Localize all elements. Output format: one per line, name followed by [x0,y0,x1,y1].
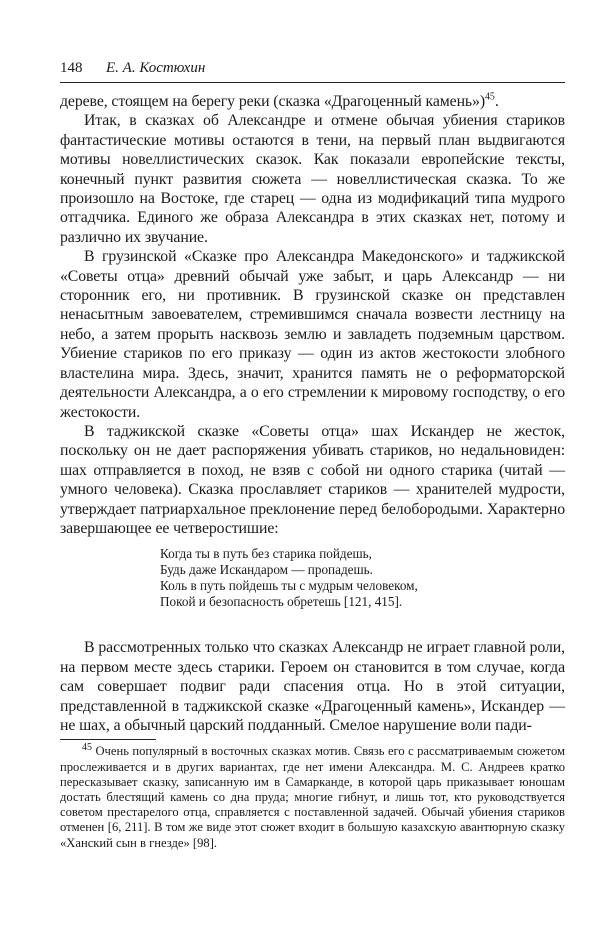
poem-line-2: Будь даже Искандаром — пропадешь. [160,562,373,578]
paragraph-continuation [60,92,565,111]
page-number: 148 [60,60,83,76]
poem-line-3: Коль в путь пойдешь ты с мудрым человеком, [160,578,418,594]
quatrain [160,546,565,610]
running-header [60,58,565,83]
footnote-text: Очень популярный в восточных сказках мотив. Связь его с рассматриваемым сюжетом прослеживается и в других вариантах, где нет имени Александра. М. С. Андреев кратко пересказывает сказку, записанную им в Самарканде, в которой царь приказывает юношам достать блестящий камень со дна пруда; многие гибнут, и лишь тот, кто руководствуется советом престарелого отца, справляется с поставленной задачей. Обычай убиения стариков отменен [6, 211]. В том же виде этот сюжет входит в большую казахскую авантюрную сказку «Ханский сын в гнезде» [98]. [60,744,565,850]
footnote-marker: 45 [82,742,92,754]
paragraph-1-end: . [494,93,499,110]
paragraph-3: В грузинской «Сказке про Александра Македонского» и таджикской «Советы отца» древний обычай уже забыт, и царь Александр — ни сторонник его, ни противник. В грузинской сказке он представлен ненасытным завоевателем, стремившимся сначала возвести лестницу на небо, а затем прорыть насквозь землю и завладеть подземным царством. Убиение стариков по его приказу — один из актов жестокости злобного властелина мира. Здесь, значит, хранится память не о реформаторской деятельности Александра, а о его стремлении к мировому господству, о его жестокости. [60,248,565,421]
poem-line-1: Когда ты в путь без старика пойдешь, [160,546,372,562]
main-text [60,92,565,851]
poem-line-4: Покой и безопасность обретешь [121, 415]. [160,594,403,610]
section-gap [60,610,565,638]
footnote-divider [60,739,156,740]
running-header-author: Е. А. Костюхин [106,60,206,76]
paragraph-2: Итак, в сказках об Александре и отмене обычая убиения стариков фантастические мотивы остаются в тени, на первый план выдвигаются мотивы новеллистических сказок. Как показали европейские тексты, конечный пункт развития сюжета — новеллистическая сказка. То же произошло на Востоке, где старец — одна из модификаций типа мудрого отгадчика. Единого же образа Александра в этих сказках нет, потому и различно их звучание. [60,112,565,246]
paragraph-4: В таджикской сказке «Советы отца» шах Искандер не жесток, поскольку он не дает распоряжения убивать стариков, но недальновиден: шах отправляется в поход, не взяв с собой ни одного старика (читай — умного человека). Сказка прославляет стариков — хранителей мудрости, утверждает патриархальное преклонение перед белобородыми. Характерно завершающее ее четверостишие: [60,422,565,537]
footnote [60,744,565,850]
paragraph-1-text: дереве, стоящем на берегу реки (сказка «Драгоценный камень») [60,93,485,110]
footnote-reference: 45 [485,91,495,103]
paragraph-5: В рассмотренных только что сказках Александр не играет главной роли, на первом месте здесь старики. Героем он становится в том случае, когда сам совершает подвиг ради спасения отца. Но в этой ситуации, представленной в таджикской сказке «Драгоценный камень», Искандер — не шах, а обычный царский подданный. Смелое нарушение воли пади- [60,639,565,734]
